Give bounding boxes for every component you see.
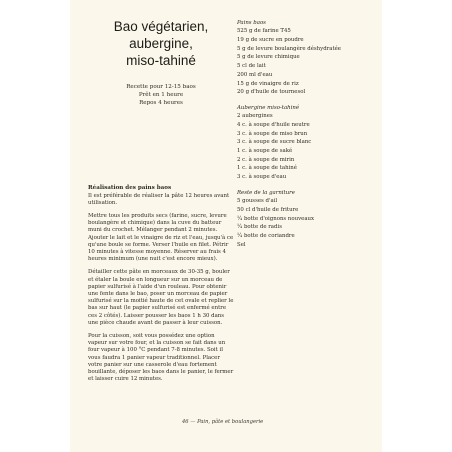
title-line: Bao végétarien,: [113, 19, 209, 34]
ingredient-item: 2 aubergines: [237, 113, 273, 120]
ingredient-item: 200 ml d'eau: [237, 71, 273, 78]
ready-time: Prêt en 1 heure: [138, 92, 184, 98]
ingredient-item: 5 cl de lait: [237, 63, 266, 70]
method-paragraph: Mettre tous les produits secs (farine, sucre, levure boulangère et chimique) dans la cuve du batteur muni du crochet. Mélanger pendant 2 minutes. Ajouter le lait et le vinaigre de riz et l'eau, jusqu'à ce qu'une boule se forme. Verser l'huile en filet. Pétrir 10 minutes à vitesse moyenne. Réserver au frais 4 heures minimum (une nuit c'est encore mieux).: [88, 212, 234, 263]
ingredient-item: Sel: [237, 241, 246, 248]
recipe-meta: [88, 83, 234, 107]
ingredient-list: [237, 112, 377, 182]
servings: Recette pour 12-15 baos: [126, 84, 196, 90]
left-column: [88, 18, 234, 389]
recipe-title: [88, 18, 234, 69]
ingredient-item: 525 g de farine T45: [237, 28, 291, 35]
page-footer: 46 — Pain, pâte et boulangerie: [182, 419, 264, 425]
ingredient-item: ¼ botte d'oignons nouveaux: [237, 215, 315, 222]
ingredient-item: 20 g d'huile de tournesol: [237, 89, 306, 96]
rest-time: Repos 4 heures: [139, 100, 183, 106]
ingredient-item: 1 c. à soupe de saké: [237, 148, 293, 155]
title-line: miso-tahiné: [126, 53, 196, 68]
method-paragraph: Détailler cette pâte en morceaux de 30-35 g, bouler et étaler la boule en longueur sur un morceau de papier sulfurisé à l'aide d'un rouleau. Pour obtenir une fente dans le bao, poser un morceau de papier sulfurisé sur la moitié haute de cet ovale et replier le bas sur haut (le papier sulfurisé est enfermé entre ces 2 côtés). Laisser pousser les baos 1 h 30 dans une pièce chaude avant de passer à leur cuisson.: [88, 269, 234, 326]
ingredient-item: 5 gousses d'ail: [237, 198, 278, 205]
title-line: aubergine,: [129, 36, 193, 51]
ingredient-item: 50 cl d'huile de friture: [237, 206, 299, 213]
method-paragraph: Pour la cuisson, soit vous possédez une option vapeur sur votre four, et la cuisson se fait dans un four vapeur à 100 °C pendant 7-8 minutes. Soit il vous faudra 1 panier vapeur traditionnel. Placer votre panier sur une casserole d'eau fortement bouillante, déposer les baos dans le panier, le fermer et laisser cuire 12 minutes.: [88, 332, 234, 383]
ingredient-item: 4 c. à soupe d'huile neutre: [237, 121, 310, 128]
ingredient-item: 5 g de levure boulangère déshydratée: [237, 45, 341, 52]
ingredient-item: ¼ botte de radis: [237, 224, 282, 231]
cookbook-page: [70, 0, 382, 452]
ingredient-item: 3 c. à soupe de miso brun: [237, 130, 308, 137]
ingredient-item: 3 c. à soupe d'eau: [237, 174, 287, 181]
ingredient-group-title: Pains baos: [237, 20, 266, 26]
ingredient-item: 15 g de vinaigre de riz: [237, 80, 299, 87]
method-title: Réalisation des pains baos: [88, 185, 172, 191]
ingredient-item: 19 g de sucre en poudre: [237, 37, 304, 43]
ingredient-item: 1 c. à soupe de tahiné: [237, 165, 297, 172]
method-paragraph: Il est préférable de réaliser la pâte 12 heures avant utilisation.: [88, 192, 230, 206]
ingredient-group-title: Aubergine miso-tahiné: [237, 104, 300, 111]
ingredient-group-title: Reste de la garniture: [237, 189, 295, 196]
ingredient-list: [237, 197, 377, 249]
ingredient-item: 2 c. à soupe de mirin: [237, 156, 295, 163]
ingredients-column: [237, 20, 377, 249]
ingredient-item: 5 g de levure chimique: [237, 54, 300, 61]
ingredient-item: ¼ botte de coriandre: [237, 232, 295, 239]
ingredient-list: [237, 27, 377, 97]
ingredient-item: 3 c. à soupe de sucre blanc: [237, 139, 312, 146]
